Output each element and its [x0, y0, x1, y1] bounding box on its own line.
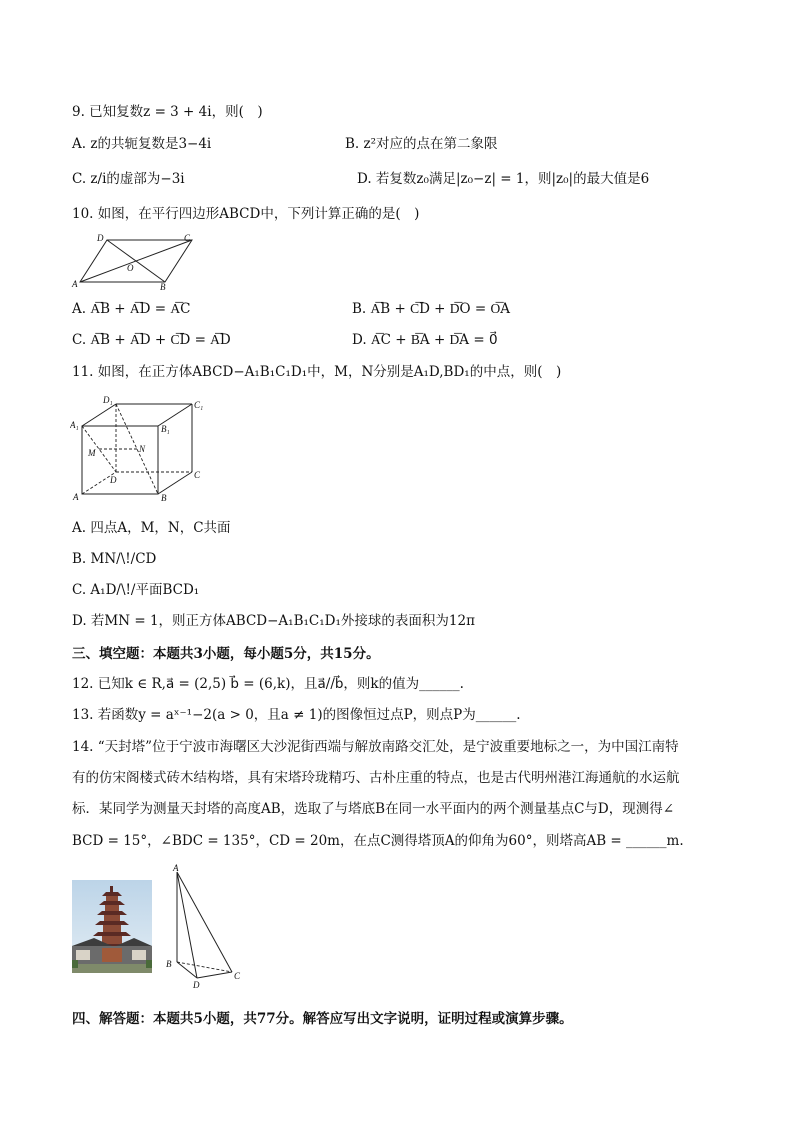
label-d: D [97, 233, 104, 243]
q11-option-a: A. 四点A，M，N，C共面 [72, 520, 231, 536]
q9-stem: 9. 已知复数z = 3 + 4i，则( ) [72, 104, 263, 120]
label-b: B [161, 493, 167, 503]
q13-stem: 13. 若函数y = aˣ⁻¹−2(a > 0，且a ≠ 1)的图像恒过点P，则点P为______. [72, 707, 521, 723]
q10-option-c: C. A͞B + A͞D + C͞D = A͞D [72, 332, 231, 348]
q11-stem: 11. 如图，在正方体ABCD−A₁B₁C₁D₁中，M，N分别是A₁D,BD₁的中点，则( ) [72, 364, 562, 380]
label-m: M [88, 448, 96, 458]
q10-stem: 10. 如图，在平行四边形ABCD中，下列计算正确的是( ) [72, 206, 420, 222]
label-a: A [72, 279, 78, 289]
q14-line-3: 标．某同学为测量天封塔的高度AB，选取了与塔底B在同一水平面内的两个测量基点C与D，现测得∠ [72, 801, 675, 817]
q10-option-b: B. A͞B + C͞D + D͞O = O͞A [352, 301, 510, 317]
diagonal-bd [107, 240, 165, 282]
edge-b1c1 [158, 404, 192, 426]
section-3-heading: 三、填空题：本题共3小题，每小题5分，共15分。 [72, 646, 380, 662]
q14-line-2: 有的仿宋阁楼式砖木结构塔，具有宋塔玲珑精巧、古朴庄重的特点，也是古代明州港江海通航的水运航 [72, 770, 680, 786]
tianfeng-tower-photo [72, 880, 152, 973]
label-a: A [173, 863, 179, 873]
q10-option-a: A. A͞B + A͞D = A͞C [72, 301, 191, 317]
q11-option-d: D. 若MN = 1，则正方体ABCD−A₁B₁C₁D₁外接球的表面积为12π [72, 613, 475, 629]
q14-line-4: BCD = 15°，∠BDC = 135°，CD = 20m，在点C测得塔顶A的仰角为60°，则塔高AB = ______m. [72, 833, 684, 849]
q9-option-c: C. z/i的虚部为−3i [72, 171, 185, 187]
q12-stem: 12. 已知k ∈ R,a⃗ = (2,5) b⃗ = (6,k)，且a⃗//b⃗，则k的值为______. [72, 676, 464, 692]
label-d: D [193, 980, 200, 990]
label-a: A [73, 492, 79, 502]
q9-option-d: D. 若复数z₀满足|z₀−z| = 1，则|z₀|的最大值是6 [357, 171, 650, 187]
q9-option-b: B. z²对应的点在第二象限 [345, 136, 498, 152]
label-b: B [166, 959, 172, 969]
label-c1: C₁ [194, 400, 204, 410]
q9-option-a: A. z的共轭复数是3−4i [72, 136, 212, 152]
segment-dc [197, 972, 232, 978]
q14-line-1: 14. “天封塔”位于宁波市海曙区大沙泥街西端与解放南路交汇处，是宁波重要地标之一，为中国江南特 [72, 739, 679, 755]
label-c: C [234, 971, 241, 981]
label-o: O [127, 263, 134, 273]
label-b1: B₁ [161, 424, 170, 434]
q10-option-d: D. A͞C + B͞A + D͞A = 0⃗ [352, 332, 498, 348]
edge-a1d1 [82, 404, 116, 426]
front-face [82, 426, 158, 494]
cube-figure [70, 392, 210, 507]
edge-bc [158, 472, 192, 494]
segment-bc [177, 962, 232, 972]
segment-ac [177, 872, 232, 972]
label-n: N [139, 444, 146, 454]
label-d1: D₁ [103, 395, 113, 405]
label-c: C [194, 470, 201, 480]
q11-option-b: B. MN/\!/CD [72, 551, 157, 567]
tower-measurement-figure [162, 862, 257, 992]
q11-option-c: C. A₁D/\!/平面BCD₁ [72, 582, 200, 598]
label-b: B [160, 282, 166, 290]
label-c: C [184, 233, 191, 243]
parallelogram-figure [70, 230, 200, 290]
label-a1: A₁ [70, 420, 79, 430]
section-4-heading: 四、解答题：本题共5小题，共77分。解答应写出文字说明，证明过程或演算步骤。 [72, 1011, 573, 1027]
label-d: D [110, 475, 117, 485]
